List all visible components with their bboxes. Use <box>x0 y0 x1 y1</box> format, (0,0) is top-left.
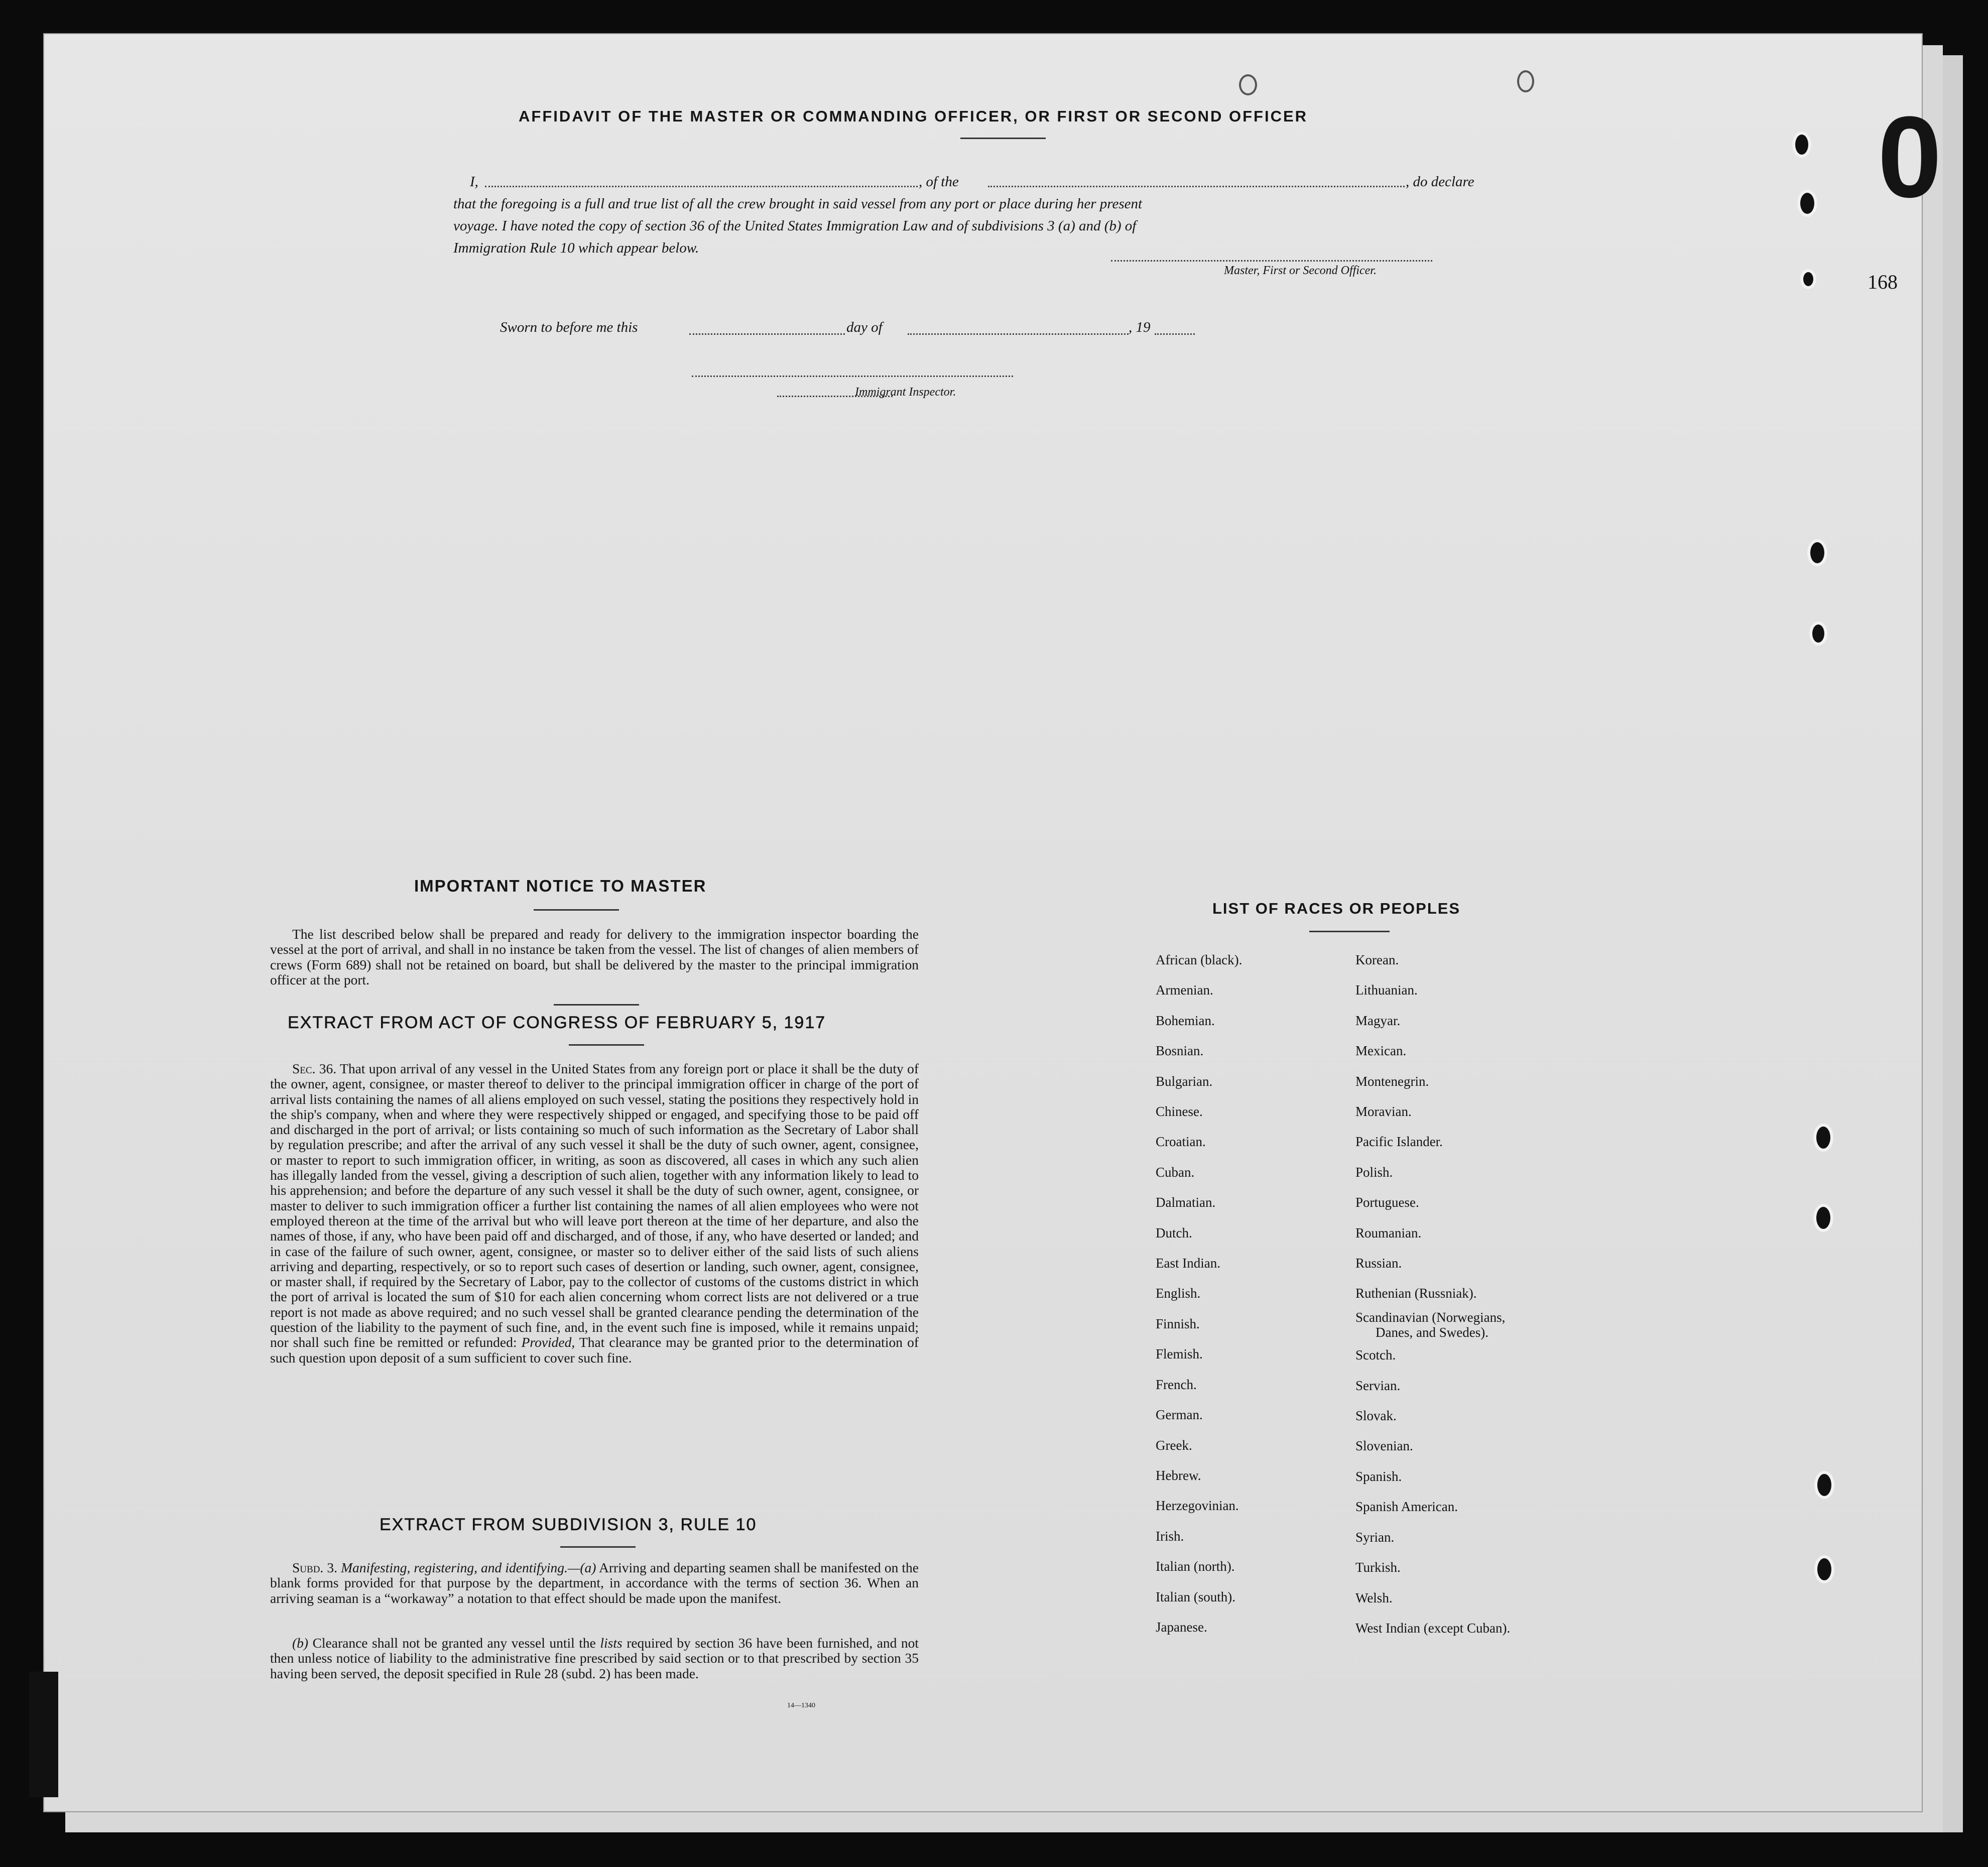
race-item: Bohemian. <box>1156 1013 1215 1028</box>
bleed-through-header <box>1525 125 1532 152</box>
race-item: Dalmatian. <box>1156 1195 1216 1210</box>
subd-b-lists: lists <box>600 1635 623 1651</box>
race-item: German. <box>1156 1407 1203 1423</box>
inspector-signature-blank[interactable] <box>692 376 1013 377</box>
punch-hole-top-right <box>1517 70 1534 92</box>
race-item: Russian. <box>1355 1256 1402 1271</box>
punch-hole-top <box>1239 74 1257 95</box>
race-item: Croatian. <box>1156 1134 1206 1150</box>
affidavit-line-i: I, <box>470 174 478 190</box>
signature-blank[interactable] <box>1111 260 1432 262</box>
race-item: East Indian. <box>1156 1256 1220 1271</box>
form-number: 14—1340 <box>787 1702 815 1709</box>
races-title-rule <box>1309 931 1390 932</box>
race-item: Japanese. <box>1156 1619 1207 1635</box>
punch-hole-right-6 <box>1813 1124 1833 1152</box>
punch-hole-right-7 <box>1813 1204 1833 1232</box>
margin-page-number: 168 <box>1868 271 1898 293</box>
punch-hole-right-3 <box>1800 269 1816 289</box>
race-item: English. <box>1156 1286 1201 1301</box>
affidavit-line-4: Immigration Rule 10 which appear below. <box>453 240 699 256</box>
race-item: Roumanian. <box>1355 1225 1422 1240</box>
subd-a-text: Arriving and departing seamen shall be manifested on the blank forms provided for that purpose by the department, in accordance with the terms of section 36. When an arriving seaman is a “workaway” a notation to that effect should be made upon the manifest. <box>270 1560 919 1606</box>
notice-separator <box>554 1004 639 1006</box>
sworn-month-blank[interactable] <box>908 333 1129 335</box>
document-page <box>44 34 1942 1811</box>
punch-hole-right-1 <box>1792 132 1811 158</box>
binder-clip <box>29 1672 58 1797</box>
races-right-column <box>1355 945 1510 1643</box>
vessel-name-blank[interactable] <box>988 186 1405 187</box>
race-item: Servian. <box>1355 1378 1401 1393</box>
race-item: Magyar. <box>1355 1013 1401 1028</box>
punch-hole-right-5 <box>1809 621 1827 646</box>
race-item: Slovak. <box>1355 1408 1397 1424</box>
races-left-column <box>1156 945 1242 1642</box>
punch-hole-right-4 <box>1807 539 1827 566</box>
race-item: French. <box>1156 1377 1197 1392</box>
race-item: Greek. <box>1156 1437 1192 1453</box>
race-item: Ruthenian (Russniak). <box>1355 1286 1477 1301</box>
master-name-blank[interactable] <box>485 186 918 187</box>
race-item: Montenegrin. <box>1355 1073 1429 1089</box>
act-extract-title: EXTRACT FROM ACT OF CONGRESS OF FEBRUARY 5, 1917 <box>288 1013 826 1032</box>
race-item: Mexican. <box>1355 1043 1407 1059</box>
sworn-day-blank[interactable] <box>689 333 845 335</box>
race-item: Scotch. <box>1355 1347 1396 1363</box>
race-item: Scandinavian (Norwegians, Danes, and Swedes). <box>1355 1309 1506 1340</box>
punch-hole-right-2 <box>1797 190 1817 217</box>
race-item: Syrian. <box>1355 1529 1395 1545</box>
race-item: Armenian. <box>1156 982 1213 998</box>
sworn-year-blank[interactable] <box>1155 333 1195 335</box>
sworn-day-label: day of <box>846 319 883 335</box>
provided-label: Provided, <box>521 1334 575 1350</box>
rule-title-rule <box>560 1546 636 1548</box>
notice-title-rule <box>534 909 619 911</box>
race-item: Italian (north). <box>1156 1559 1235 1574</box>
race-item: Irish. <box>1156 1528 1184 1544</box>
affidavit-line-3: voyage. I have noted the copy of section 36 of the United States Immigration Law and of subdivisions 3 (a) and (b) of <box>453 218 1137 234</box>
race-item: Lithuanian. <box>1355 982 1418 998</box>
race-item: Herzegovinian. <box>1156 1498 1239 1514</box>
race-item: Flemish. <box>1156 1346 1203 1362</box>
races-title: LIST OF RACES OR PEOPLES <box>1212 900 1461 917</box>
race-item: Cuban. <box>1156 1164 1195 1180</box>
affidavit-title-rule <box>960 138 1046 139</box>
affidavit-line-2: that the foregoing is a full and true list of all the crew brought in said vessel from any port or place during her present <box>453 196 1143 212</box>
section-label: Sec. 36. <box>292 1061 337 1076</box>
subd-heading: Manifesting, registering, and identifying. <box>341 1560 568 1575</box>
race-item: Dutch. <box>1156 1225 1192 1240</box>
notice-body: The list described below shall be prepared and ready for delivery to the immigration inspector boarding the vessel at the port of arrival, and shall in no instance be taken from the vessel. The list of changes of alien members of crews (Form 689) shall not be retained on board, but shall be delivered by the master to the principal immigration officer at the port. <box>270 926 919 987</box>
race-item: Turkish. <box>1355 1560 1401 1575</box>
race-item: West Indian (except Cuban). <box>1355 1620 1511 1636</box>
subd-b-text-2: required by section 36 have been furnished, and not then unless notice of liability to the administrative fine prescribed by said section or to that prescribed by section 35 having been served, the deposit specified in Rule 28 (subd. 2) has been made. <box>270 1635 919 1681</box>
rule-subd-b <box>270 1636 919 1681</box>
race-item: Slovenian. <box>1355 1438 1413 1454</box>
race-item: African (black). <box>1156 952 1242 967</box>
section-36-text: That upon arrival of any vessel in the United States from any foreign port or place it shall be the duty of the owner, agent, consignee, or master thereof to deliver to the principal immigration officer in charge of the port of arrival lists containing the names of all aliens employed on such vessel, stating the positions they respectively hold in the ship's company, when and where they were respectively shipped or engaged, and specifying those to be paid off and discharged in the port of arrival; or lists containing so much of such information as the Secretary of Labor shall by regulation prescribe; and after the arrival of any such vessel it shall be the duty of such owner, agent, consignee, or master to report to such immigration officer, in writing, as soon as discovered, all cases in which any such alien has illegally landed from the vessel, giving a description of such alien, together with any information likely to lead to his apprehension; and before the departure of any such vessel it shall be the duty of such owner, agent, consignee, or master to deliver to such immigration officer a further list containing the names of all alien employees who were not employed thereon at the time of the arrival but who will leave port thereon at the time of her departure, and also the names of those, if any, who have been paid off and discharged, and of those, if any, who have deserted or landed; and in case of the failure of such owner, agent, consignee, or master so to deliver either of the said lists of such aliens arriving and departing, respectively, or so to report such cases of desertion or landing, such owner, agent, consignee, or master shall, if required by the Secretary of Labor, pay to the collector of customs of the customs district in which the port of arrival is located the sum of $10 for each alien concerning whom correct lists are not delivered or a true report is not made as above required; and no such vessel shall be granted clearance pending the determination of the question of the liability to the payment of such fine, and, in the event such fine is imposed, while it remains unpaid; nor shall such fine be remitted or refunded: <box>270 1061 919 1350</box>
notice-title: IMPORTANT NOTICE TO MASTER <box>414 877 707 895</box>
provided-text: That clearance may be granted prior to the determination of such question upon deposit of a sum sufficient to cover such fine. <box>270 1334 919 1365</box>
rule-subd-a <box>270 1560 919 1606</box>
race-item: Pacific Islander. <box>1355 1134 1443 1150</box>
race-item: Portuguese. <box>1355 1195 1419 1210</box>
race-item: Chinese. <box>1156 1104 1203 1119</box>
punch-hole-right-9 <box>1814 1555 1834 1583</box>
subd-a-label: —(a) <box>567 1560 596 1575</box>
affidavit-title: AFFIDAVIT OF THE MASTER OR COMMANDING OFFICER, OR FIRST OR SECOND OFFICER <box>519 107 1308 125</box>
race-item: Spanish American. <box>1355 1499 1458 1515</box>
affidavit-line-declare: , do declare <box>1406 174 1474 190</box>
sworn-year-label: , 19 <box>1129 319 1151 335</box>
affidavit-line-of: , of the <box>919 174 959 190</box>
race-item: Korean. <box>1355 952 1399 967</box>
race-item: Finnish. <box>1156 1316 1200 1331</box>
subd-b-text-1: Clearance shall not be granted any vessel until the <box>312 1635 596 1651</box>
race-item: Polish. <box>1355 1164 1393 1180</box>
race-item: Italian (south). <box>1156 1589 1235 1604</box>
race-item: Moravian. <box>1355 1104 1412 1119</box>
race-item: Spanish. <box>1355 1468 1402 1484</box>
bleed-through-table <box>44 175 1902 1028</box>
subd-label: Subd. 3. <box>292 1560 337 1575</box>
punch-hole-right-8 <box>1814 1471 1834 1499</box>
race-item: Bosnian. <box>1156 1043 1204 1059</box>
signature-caption: Master, First or Second Officer. <box>1224 264 1377 277</box>
race-item: Bulgarian. <box>1156 1073 1213 1089</box>
sworn-prefix: Sworn to before me this <box>500 319 638 335</box>
race-item: Hebrew. <box>1156 1467 1201 1483</box>
race-item: Welsh. <box>1355 1590 1393 1605</box>
rule-extract-title: EXTRACT FROM SUBDIVISION 3, RULE 10 <box>380 1515 757 1534</box>
subd-b-label: (b) <box>292 1635 309 1651</box>
inspector-caption: Immigrant Inspector. <box>855 386 956 399</box>
act-title-rule <box>569 1044 644 1046</box>
margin-big-digit: 0 <box>1878 92 1942 221</box>
act-extract-body <box>270 1061 919 1365</box>
